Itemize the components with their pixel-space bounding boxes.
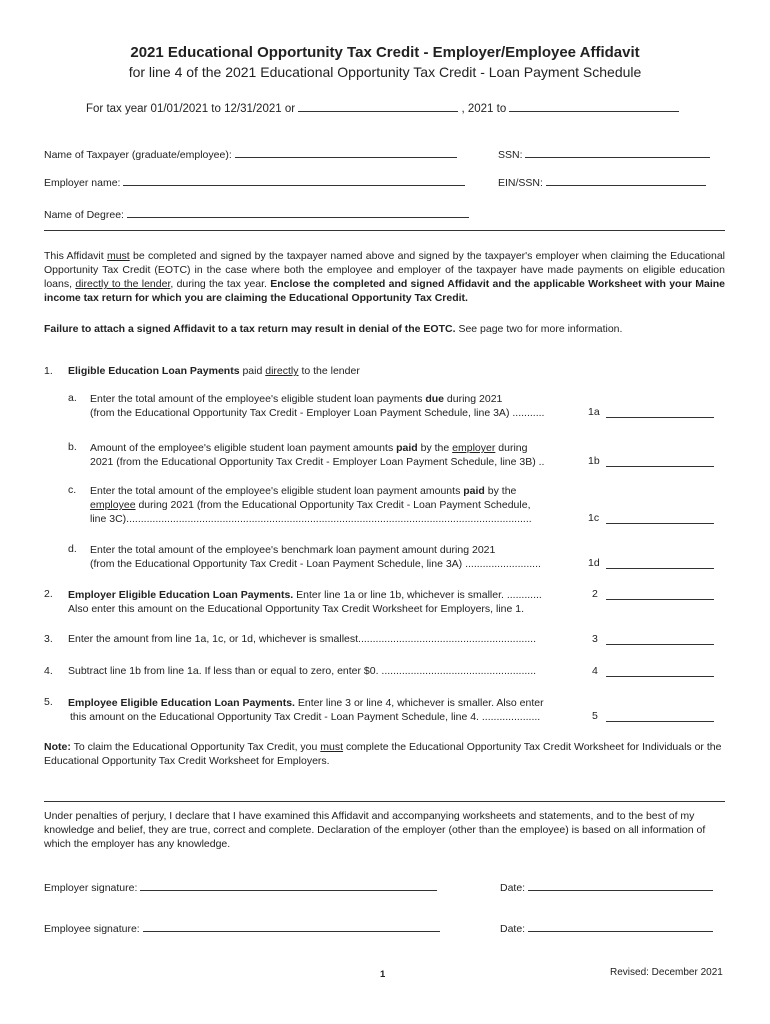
line-2-amount-field[interactable] [606, 588, 714, 600]
employer-date-row [500, 879, 713, 894]
line-1a-text2: (from the Educational Opportunity Tax Credit - Employer Loan Payment Schedule, line 3A) ........... [90, 407, 545, 419]
line-1c-paid: paid [463, 485, 485, 497]
line-1-title-text: paid [242, 365, 263, 377]
taxpayer-name-field[interactable] [235, 146, 457, 158]
line-2-num: 2. [44, 588, 53, 600]
line-1c-text1b: by the [487, 485, 517, 497]
line-1a-letter: a. [68, 392, 77, 404]
intro-directly: directly to the lender [75, 278, 171, 290]
line-1b-letter: b. [68, 441, 77, 453]
line-3-amount-field[interactable] [606, 633, 714, 645]
line-1a-text1: Enter the total amount of the employee's eligible student loan payments [90, 393, 423, 405]
form-title: 2021 Educational Opportunity Tax Credit - Employer/Employee Affidavit [130, 44, 640, 61]
employer-signature-field[interactable] [140, 879, 437, 891]
employer-date-field[interactable] [528, 879, 713, 891]
failure-paragraph [44, 322, 725, 336]
note-label: Note: [44, 741, 71, 753]
line-1-title-bold: Eligible Education Loan Payments [68, 365, 240, 377]
employee-signature-row [44, 920, 440, 935]
line-1d-text2: (from the Educational Opportunity Tax Credit - Loan Payment Schedule, line 3A) .......................... [90, 558, 541, 570]
note-paragraph [44, 740, 725, 768]
line-5-label: 5 [592, 710, 598, 722]
employer-name-field[interactable] [123, 174, 465, 186]
degree-row [44, 206, 469, 221]
taxpayer-name-row [44, 146, 457, 161]
employer-name-label: Employer name: [44, 177, 121, 189]
line-1-title-directly: directly [265, 365, 299, 377]
intro-text: be completed and signed by the taxpayer named above and signed by the taxpayer's employer when claiming the Educational Opportunity Tax Credit (EOTC) in the case where both the employee and employer of the taxpayer have made payments on eligible education loans, [44, 250, 726, 290]
ssn-field[interactable] [525, 146, 710, 158]
line-2-label: 2 [592, 588, 598, 600]
employee-signature-label: Employee signature: [44, 923, 140, 935]
line-1d-label: 1d [588, 557, 600, 569]
degree-field[interactable] [127, 206, 469, 218]
line-1d-text [90, 543, 541, 571]
ein-label: EIN/SSN: [498, 177, 543, 189]
line-2-rest: Enter line 1a or line 1b, whichever is smaller. ............ [296, 589, 542, 601]
line-5-amount-field[interactable] [606, 710, 714, 722]
line-1b-employer: employer [452, 442, 496, 454]
note-text: complete the Educational Opportunity Tax Credit Worksheet for Individuals or the Educational Opportunity Tax Credit Worksheet for Employers. [44, 741, 722, 767]
line-4-text: Subtract line 1b from line 1a. If less than or equal to zero, enter $0. ..................................................... [68, 665, 537, 677]
intro-text: This Affidavit [44, 250, 104, 262]
line-1-title [68, 365, 360, 377]
line-1-num: 1. [44, 365, 53, 377]
intro-text: , during the tax year. [170, 278, 267, 290]
line-1b-text1: Amount of the employee's eligible student loan payment amounts [90, 442, 394, 454]
tax-year-start-field[interactable] [298, 100, 458, 112]
line-1b-text1c: during [498, 442, 528, 454]
line-1c-amount-field[interactable] [606, 512, 714, 524]
line-1b-text1b: by the [420, 442, 450, 454]
revised-date: Revised: December 2021 [610, 967, 723, 978]
line-1d-amount-field[interactable] [606, 557, 714, 569]
line-1a-text [90, 392, 544, 420]
declaration-paragraph: Under penalties of perjury, I declare that I have examined this Affidavit and accompanying worksheets and statements, and to the best of my knowledge and belief, they are true, correct and complete. Declaration of the employer (other than the employee) is based on all information of which the employer has any knowledge. [44, 810, 706, 850]
divider [44, 230, 725, 231]
employer-signature-row [44, 879, 437, 894]
line-1c-text [90, 484, 585, 526]
form-subtitle: for line 4 of the 2021 Educational Opportunity Tax Credit - Loan Payment Schedule [128, 64, 642, 80]
line-1c-letter: c. [68, 484, 77, 496]
line-5-rest: Enter line 3 or line 4, whichever is smaller. Also enter [297, 697, 544, 709]
employee-date-field[interactable] [528, 920, 713, 932]
employee-date-label: Date: [500, 923, 526, 935]
line-1b-paid: paid [396, 442, 418, 454]
failure-rest: See page two for more information. [458, 323, 623, 335]
taxpayer-name-label: Name of Taxpayer (graduate/employee): [44, 149, 232, 161]
employee-date-row [500, 920, 713, 935]
employer-name-row [44, 174, 465, 189]
line-1c-text2: during 2021 (from the Educational Opportunity Tax Credit - Loan Payment Schedule, [138, 499, 531, 511]
line-1a-text1b: during 2021 [446, 393, 503, 405]
line-1a-amount-field[interactable] [606, 406, 714, 418]
line-2-text2: Also enter this amount on the Educational Opportunity Tax Credit Worksheet for Employers, line 1. [68, 603, 525, 615]
line-5-text2: this amount on the Educational Opportunity Tax Credit - Loan Payment Schedule, line 4. .................... [70, 711, 541, 723]
degree-label: Name of Degree: [44, 209, 124, 221]
line-4-label: 4 [592, 665, 598, 677]
line-1d-text1: Enter the total amount of the employee's benchmark loan payment amount during 2021 [90, 544, 496, 556]
line-3-num: 3. [44, 633, 53, 645]
tax-year-end-field[interactable] [509, 100, 679, 112]
divider [44, 801, 725, 802]
line-5-bold: Employee Eligible Education Loan Payments. [68, 697, 295, 709]
line-1c-label: 1c [588, 512, 600, 524]
note-text: To claim the Educational Opportunity Tax Credit, you [73, 741, 318, 753]
line-1a-due: due [425, 393, 444, 405]
line-3-label: 3 [592, 633, 598, 645]
line-1d-letter: d. [68, 543, 77, 555]
line-5-text [68, 696, 544, 724]
line-1b-text [90, 441, 544, 469]
line-2-bold: Employer Eligible Education Loan Payments. [68, 589, 294, 601]
line-3-text: Enter the amount from line 1a, 1c, or 1d, whichever is smallest............................................................. [68, 633, 536, 645]
ssn-row [498, 146, 710, 161]
page-number: 1 [380, 969, 386, 980]
tax-year-mid: , 2021 to [461, 103, 507, 115]
employee-signature-field[interactable] [143, 920, 440, 932]
line-1c-text3: line 3C)........................................................................................................................................... [90, 513, 532, 525]
employer-signature-label: Employer signature: [44, 882, 138, 894]
tax-year-line [86, 100, 679, 115]
line-1c-text1: Enter the total amount of the employee's eligible student loan payment amounts [90, 485, 461, 497]
tax-year-prefix: For tax year 01/01/2021 to 12/31/2021 or [86, 103, 296, 115]
employer-date-label: Date: [500, 882, 526, 894]
line-1-title-text: to the lender [301, 365, 360, 377]
line-1c-employee: employee [90, 499, 136, 511]
ein-field[interactable] [546, 174, 706, 186]
intro-enclose-bold: Enclose the completed and signed Affidavit and the applicable Worksheet with your Maine income tax return for which you are claiming the Educational Opportunity Tax Credit. [44, 278, 725, 304]
line-4-amount-field[interactable] [606, 665, 714, 677]
line-1b-text2: 2021 (from the Educational Opportunity Tax Credit - Employer Loan Payment Schedule, line 3B) .. [90, 456, 545, 468]
line-1b-amount-field[interactable] [606, 455, 714, 467]
ein-row [498, 174, 706, 189]
line-5-num: 5. [44, 696, 53, 708]
line-2-text [68, 588, 542, 616]
intro-must: must [106, 250, 130, 262]
note-must: must [320, 741, 344, 753]
intro-paragraph [44, 249, 725, 305]
ssn-label: SSN: [498, 149, 523, 161]
line-1a-label: 1a [588, 406, 600, 418]
line-4-num: 4. [44, 665, 53, 677]
line-1b-label: 1b [588, 455, 600, 467]
failure-bold: Failure to attach a signed Affidavit to a tax return may result in denial of the EOTC. [44, 323, 456, 335]
